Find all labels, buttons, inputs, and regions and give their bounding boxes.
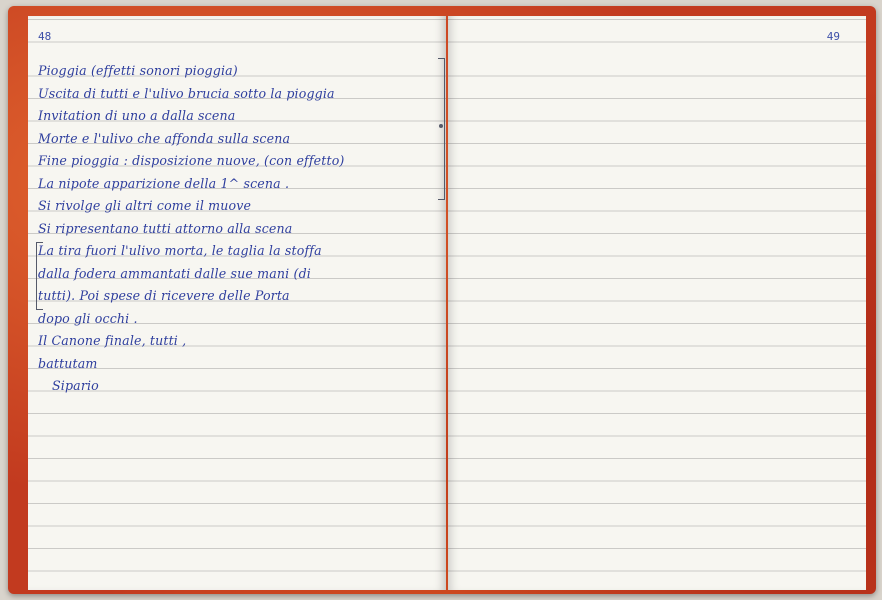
bracket-mark [439, 124, 443, 128]
text-line: La tira fuori l'ulivo morta, le taglia la stoffa [38, 243, 322, 258]
text-line: Il Canone finale, tutti , [38, 333, 187, 348]
text-line: battutam [38, 355, 98, 371]
left-page [28, 16, 446, 590]
text-line: Sipario [52, 378, 99, 393]
handwritten-text [38, 60, 438, 398]
right-page [448, 16, 866, 590]
page-number-right: 49 [826, 30, 840, 43]
text-line: Invitation di uno a dalla scena [38, 108, 236, 123]
text-line: Fine pioggia : disposizione nuove, (con effetto) [38, 153, 345, 168]
text-line: Si rivolge gli altri come il muove [38, 198, 252, 213]
text-line: tutti). Poi spese di ricevere delle Porta [38, 288, 290, 303]
text-line: dopo gli occhi . [38, 310, 138, 326]
text-line: Pioggia (effetti sonori pioggia) [38, 63, 238, 78]
text-line: Morte e l'ulivo che affonda sulla scena [38, 130, 291, 146]
notebook [8, 6, 876, 594]
text-line: Uscita di tutti e l'ulivo brucia sotto la pioggia [38, 85, 335, 101]
text-line: dalla fodera ammantati dalle sue mani (di [38, 265, 311, 281]
text-line: La nipote apparizione della 1^ scena . [38, 175, 290, 191]
margin-bracket [438, 58, 445, 200]
margin-bracket [36, 242, 43, 310]
text-line: Si ripresentano tutti attorno alla scena [38, 220, 293, 236]
page-number-left: 48 [38, 30, 52, 43]
